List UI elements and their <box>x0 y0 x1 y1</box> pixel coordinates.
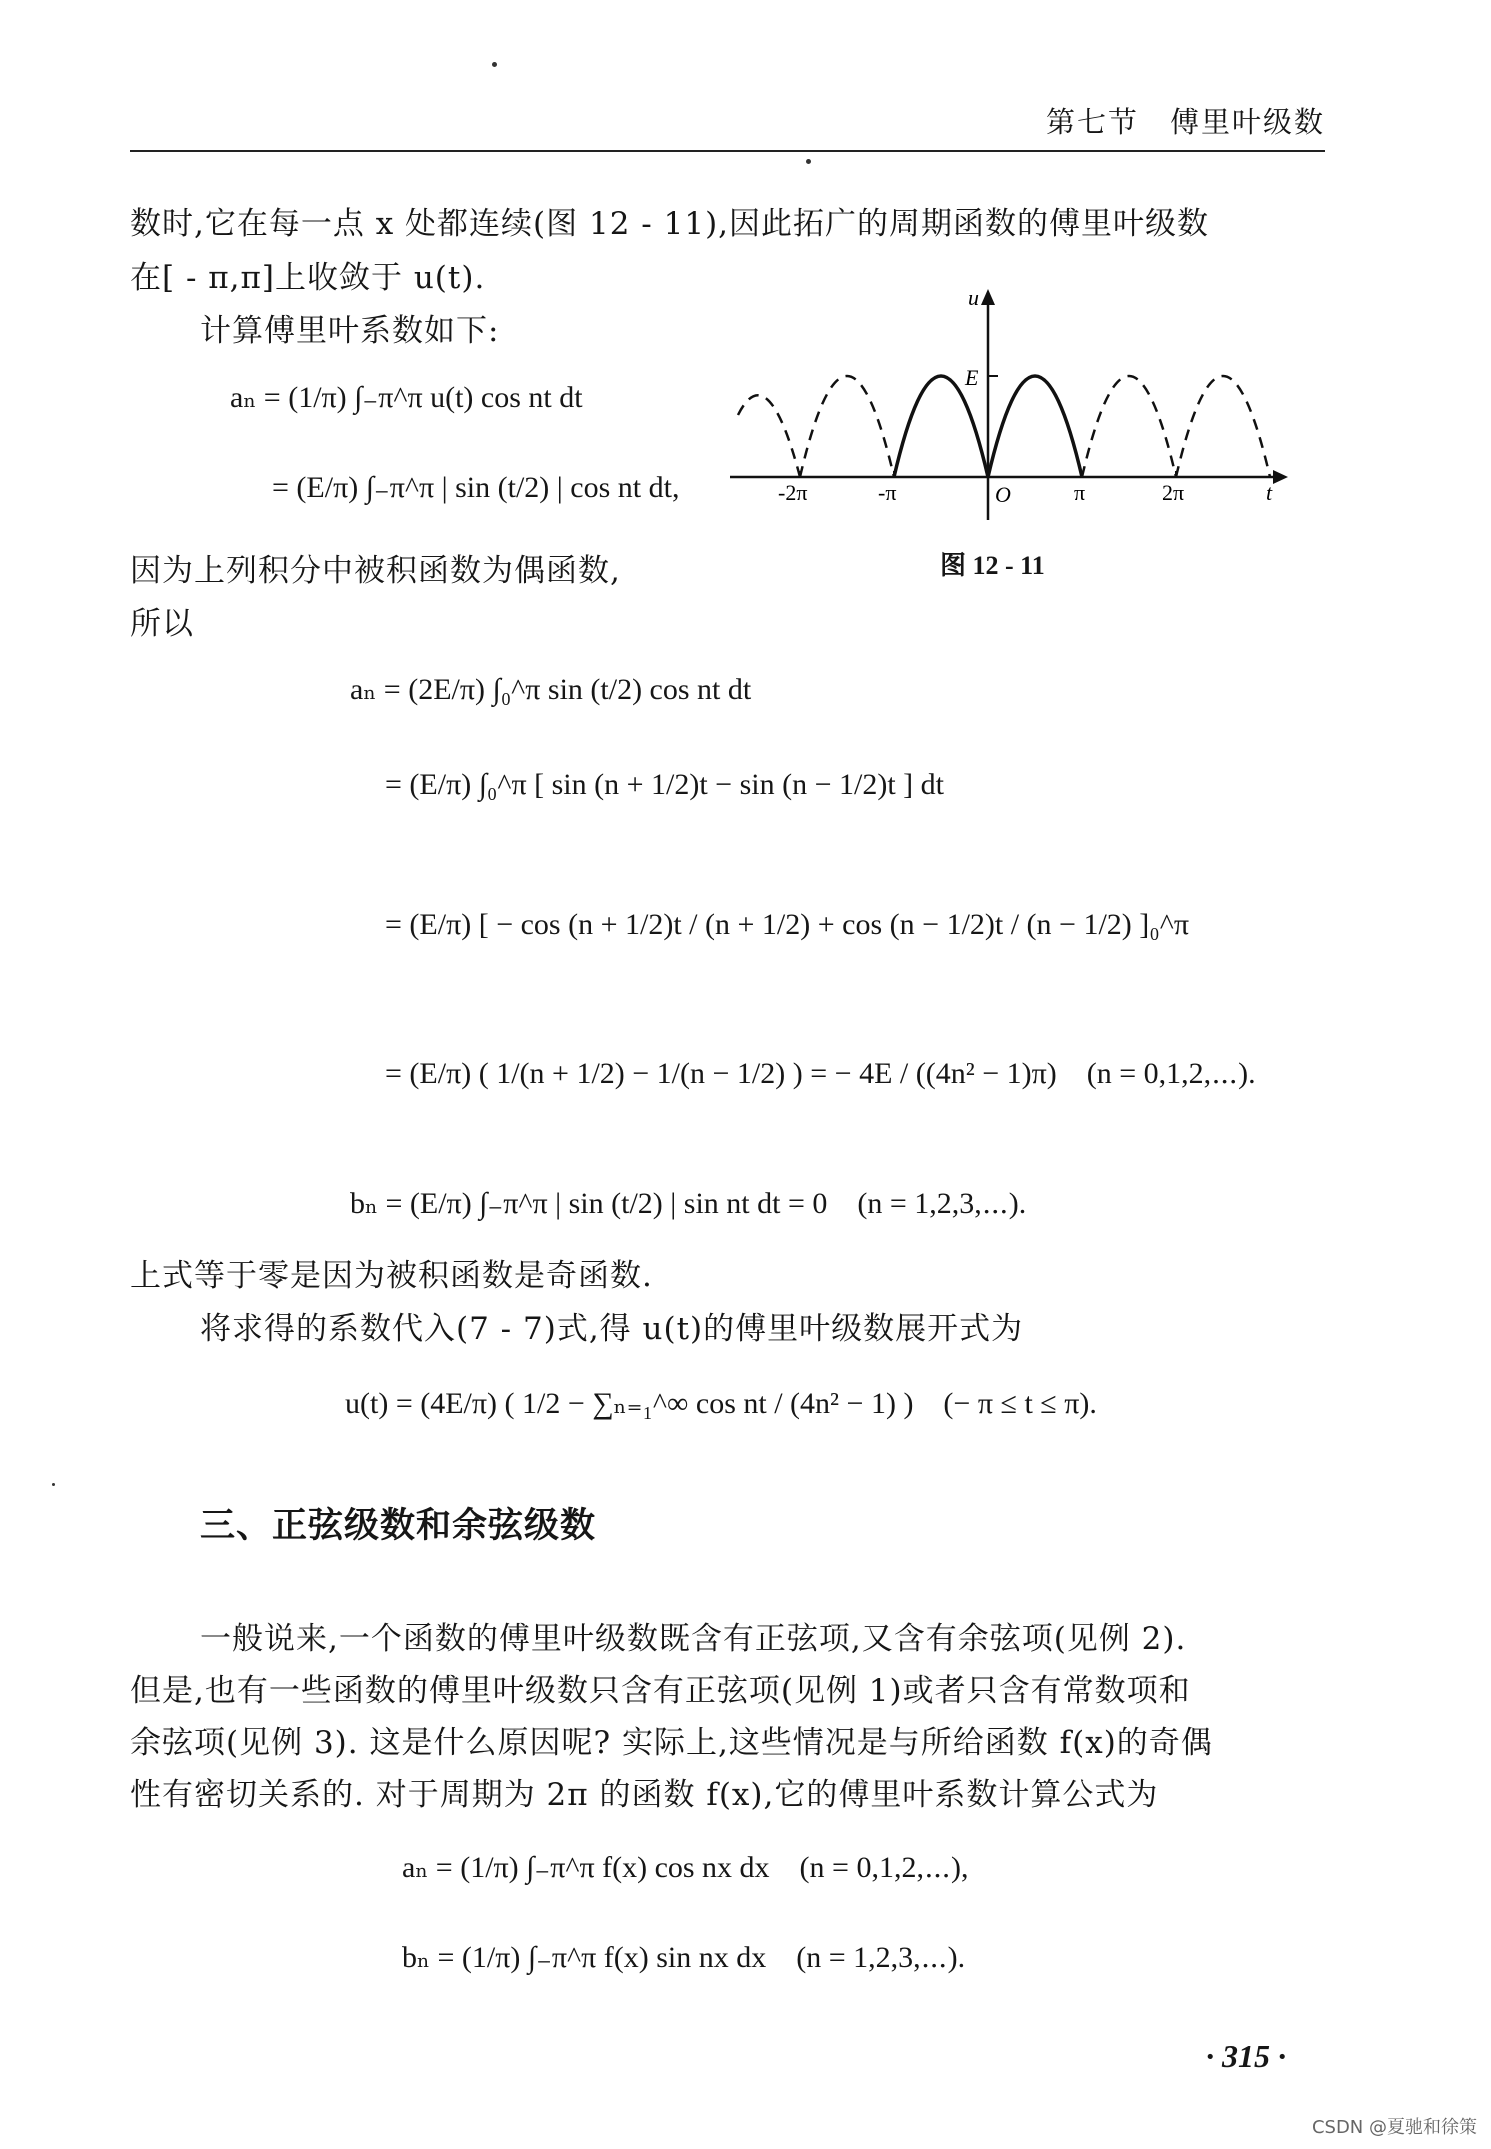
equation: bₙ = (E/π) ∫₋π^π | sin (t/2) | sin nt dt = 0 (n = 1,2,3,⋯). <box>350 1187 1027 1220</box>
equation: aₙ = (2E/π) ∫₀^π sin (t/2) cos nt dt <box>350 673 752 706</box>
paragraph-line: 余弦项(见例 3). 这是什么原因呢? 实际上,这些情况是与所给函数 f(x)的奇偶 <box>130 1725 1213 1761</box>
page-number: · 315 · <box>1206 2038 1286 2074</box>
equation: aₙ = (1/π) ∫₋π^π f(x) cos nx dx (n = 0,1,2,⋯), <box>402 1851 969 1884</box>
tick-label: 2π <box>1162 480 1185 505</box>
scan-speck <box>806 159 811 164</box>
paragraph-line: 一般说来,一个函数的傅里叶级数既含有正弦项,又含有余弦项(见例 2). <box>200 1621 1187 1657</box>
origin-label: O <box>995 482 1011 507</box>
paragraph-line: 所以 <box>130 606 194 642</box>
scan-speck <box>492 62 497 67</box>
curve-dashed <box>1082 376 1176 477</box>
equation: aₙ = (1/π) ∫₋π^π u(t) cos nt dt <box>230 381 583 414</box>
paragraph-line: 数时,它在每一点 x 处都连续(图 12 - 11),因此拓广的周期函数的傅里叶级数 <box>130 206 1210 242</box>
curve-dashed <box>1176 376 1270 477</box>
y-axis-label: u <box>968 285 979 310</box>
equation: = (E/π) ∫₀^π [ sin (n + 1/2)t − sin (n − 1/2)t ] dt <box>385 768 944 801</box>
equation: u(t) = (4E/π) ( 1/2 − ∑ₙ₌₁^∞ cos nt / (4n² − 1) ) (− π ≤ t ≤ π). <box>345 1387 1097 1420</box>
section-heading: 三、正弦级数和余弦级数 <box>200 1506 597 1546</box>
figure-caption: 图 12 - 11 <box>940 551 1045 580</box>
paragraph-line: 但是,也有一些函数的傅里叶级数只含有正弦项(见例 1)或者只含有常数项和 <box>130 1673 1191 1709</box>
x-axis-arrow <box>1273 470 1288 484</box>
curve-dashed <box>738 395 800 477</box>
paragraph-line: 性有密切关系的. 对于周期为 2π 的函数 f(x),它的傅里叶系数计算公式为 <box>130 1777 1159 1813</box>
equation: = (E/π) ( 1/(n + 1/2) − 1/(n − 1/2) ) = − 4E / ((4n² − 1)π) (n = 0,1,2,⋯). <box>385 1057 1256 1090</box>
curve-solid-left <box>894 376 988 477</box>
curve-dashed <box>800 376 894 477</box>
x-axis-label: t <box>1266 480 1273 505</box>
equation: = (E/π) [ − cos (n + 1/2)t / (n + 1/2) + cos (n − 1/2)t / (n − 1/2) ]₀^π <box>385 908 1189 941</box>
paragraph-line: 因为上列积分中被积函数为偶函数, <box>130 553 621 589</box>
figure-abs-sine <box>728 285 1288 525</box>
curve-solid-right <box>988 376 1082 477</box>
paragraph-line: 将求得的系数代入(7 - 7)式,得 u(t)的傅里叶级数展开式为 <box>200 1311 1024 1347</box>
paragraph-line: 计算傅里叶系数如下: <box>200 313 500 349</box>
tick-label: -2π <box>778 480 808 505</box>
level-label: E <box>965 365 979 390</box>
running-header: 第七节 傅里叶级数 <box>1045 105 1325 139</box>
tick-label: π <box>1074 480 1086 505</box>
equation: bₙ = (1/π) ∫₋π^π f(x) sin nx dx (n = 1,2,3,⋯). <box>402 1941 966 1974</box>
scan-speck <box>52 1483 55 1486</box>
paragraph-line: 在[ - π,π]上收敛于 u(t). <box>130 260 486 296</box>
tick-label: -π <box>878 480 897 505</box>
equation: = (E/π) ∫₋π^π | sin (t/2) | cos nt dt, <box>272 471 680 504</box>
paragraph-line: 上式等于零是因为被积函数是奇函数. <box>130 1258 653 1294</box>
watermark: CSDN @夏驰和徐策 <box>1311 2117 1477 2138</box>
header-rule <box>130 150 1325 152</box>
y-axis-arrow <box>981 289 995 305</box>
